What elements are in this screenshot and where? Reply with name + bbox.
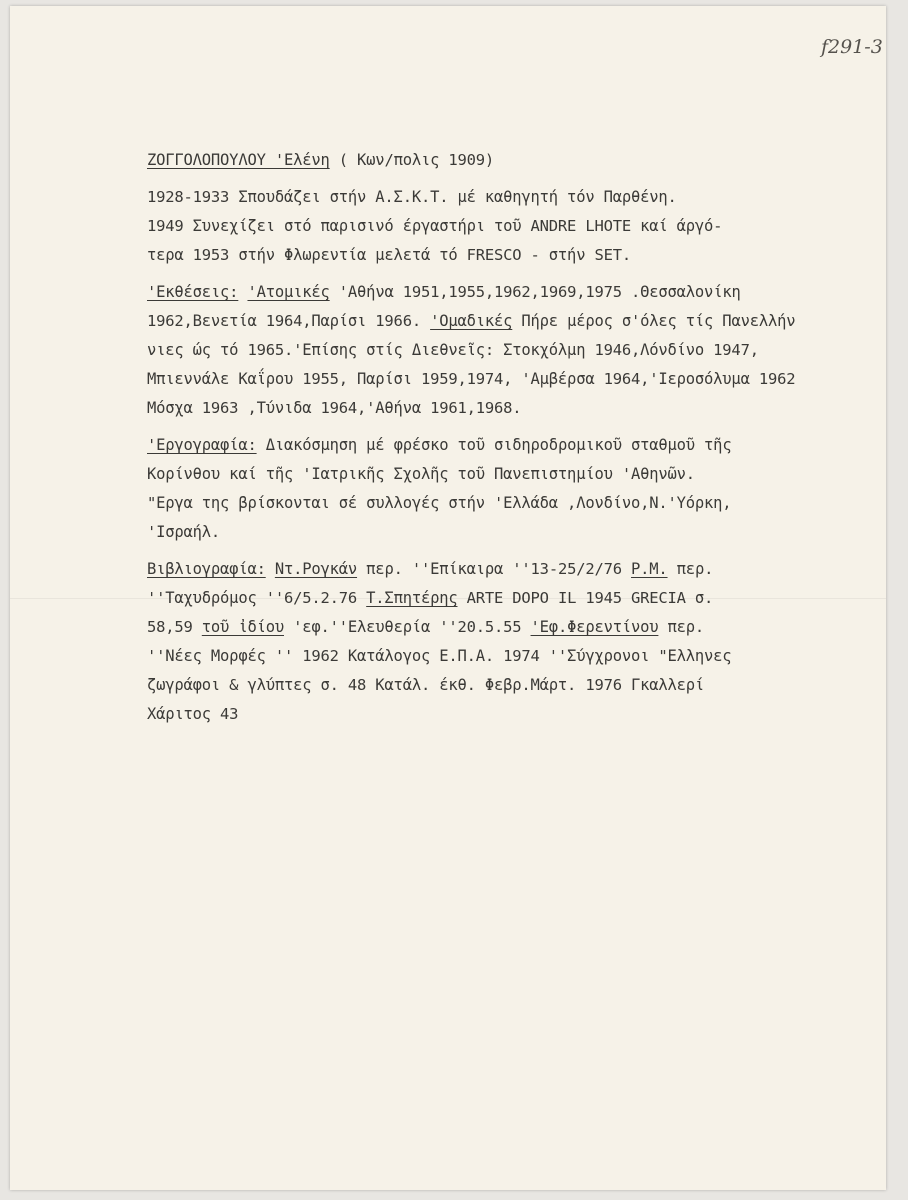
bib-text: 'εφ.''Ελευθερία ''20.5.55 [283, 618, 531, 636]
exhibitions-line-5: Μόσχα 1963 ,Τύνιδα 1964,'Αθήνα 1961,1968. [147, 399, 522, 417]
bibliography-line-3 [147, 613, 887, 642]
bibliography-line-2 [147, 584, 887, 613]
bibliography-line-1 [147, 555, 887, 584]
works-line-4: 'Ισραήλ. [147, 523, 221, 541]
exhibitions-line-4: Μπιεννάλε Καΐρου 1955, Παρίσι 1959,1974, 'Αμβέρσα 1964,'Ιεροσόλυμα 1962 [147, 370, 796, 388]
works-line-1-rest: Διακόσμηση μέ φρέσκο τοῦ σιδηροδρομικοῦ σταθμοῦ τῆς [256, 436, 732, 454]
works-line-1 [147, 431, 887, 460]
birth-info: ( Κων/πολις 1909) [338, 151, 495, 169]
bibliography-line-4: ''Νέες Μορφές '' 1962 Κατάλογος Ε.Π.Α. 1974 ''Σύγχρονοι "Ελληνες [147, 647, 732, 665]
exhibitions-line-2-pre: 1962,Βενετία 1964,Παρίσι 1966. [147, 312, 431, 330]
solo-label: 'Ατομικές [247, 283, 330, 301]
works-line-2: Κορίνθου καί τῆς 'Ιατρικῆς Σχολῆς τοῦ Πανεπιστημίου 'Αθηνῶν. [147, 465, 695, 483]
handwritten-annotation: f291-3 [821, 36, 883, 58]
document-text [147, 146, 887, 729]
exhibitions-line-2 [147, 307, 887, 336]
works-line-3: "Εργα της βρίσκονται σέ συλλογές στήν 'Ελλάδα ,Λονδίνο,Ν.'Υόρκη, [147, 494, 732, 512]
bib-text: ARTE DOPO IL 1945 GRECIA σ. [457, 589, 714, 607]
studies-line-3: τερα 1953 στήν Φλωρεντία μελετά τό FRESCO - στήν SET. [147, 246, 631, 264]
exhibitions-line-3: νιες ώς τό 1965.'Επίσης στίς Διεθνεῖς: Στοκχόλμη 1946,Λόνδίνο 1947, [147, 341, 759, 359]
artist-name: ΖΟΓΓΟΛΟΠΟΥΛΟΥ 'Ελένη [147, 151, 330, 169]
bib-ref-spiteris: Τ.Σπητέρης [366, 589, 458, 607]
header-line [147, 146, 887, 175]
bib-text: περ. [667, 560, 714, 578]
bib-text: 58,59 [147, 618, 202, 636]
bibliography-label: Βιβλιογραφία: [147, 560, 266, 578]
bib-text: ''Ταχυδρόμος ''6/5.2.76 [147, 589, 367, 607]
group-label: 'Ομαδικές [430, 312, 513, 330]
bib-ref-ferentinou: 'Εφ.Φερεντίνου [530, 618, 659, 636]
bib-ref-idiou: τοῦ ἰδίου [201, 618, 284, 636]
bibliography-line-6: Χάριτος 43 [147, 705, 239, 723]
exhibitions-label: 'Εκθέσεις: [147, 283, 239, 301]
exhibitions-line-2-rest: Πήρε μέρος σ'όλες τίς Πανελλήν [512, 312, 796, 330]
exhibitions-line-1 [147, 278, 887, 307]
works-label: 'Εργογραφία: [147, 436, 257, 454]
bib-text: περ. [658, 618, 705, 636]
bib-ref-rm: Ρ.Μ. [631, 560, 668, 578]
studies-line-1: 1928-1933 Σπουδάζει στήν Α.Σ.Κ.Τ. μέ καθηγητή τόν Παρθένη. [147, 188, 677, 206]
bib-text: περ. ''Επίκαιρα ''13-25/2/76 [357, 560, 632, 578]
bibliography-line-5: ζωγράφοι & γλύπτες σ. 48 Κατάλ. έκθ. Φεβρ.Μάρτ. 1976 Γκαλλερί [147, 676, 705, 694]
studies-line-2: 1949 Συνεχίζει στό παρισινό έργαστήρι τοῦ ANDRE LHOTE καί άργό- [147, 217, 723, 235]
bib-ref-rogkan: Ντ.Ρογκάν [274, 560, 358, 578]
document-page [10, 6, 886, 1190]
exhibitions-line-1-rest: 'Αθήνα 1951,1955,1962,1969,1975 .Θεσσαλονίκη [329, 283, 741, 301]
